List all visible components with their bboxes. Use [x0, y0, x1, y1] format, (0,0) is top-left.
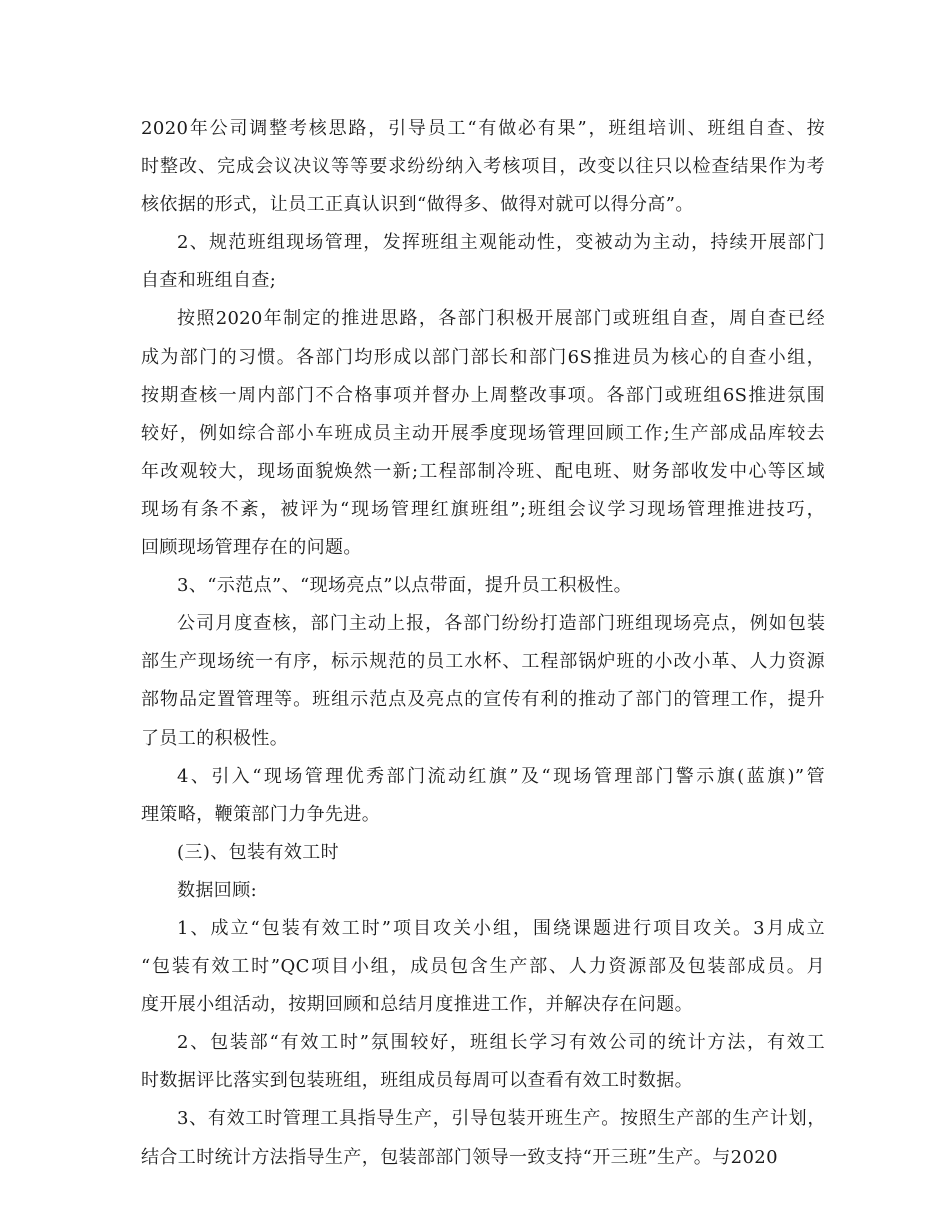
text-line: 年改观较大，现场面貌焕然一新;工程部制冷班、配电班、财务部收发中心等区域 — [141, 460, 825, 482]
paragraph-p1 — [141, 110, 825, 224]
text-line: 公司月度查核，部门主动上报，各部门纷纷打造部门班组现场亮点，例如包装 — [177, 613, 825, 635]
text-line: “包装有效工时”QC项目小组，成员包含生产部、人力资源部及包装部成员。月 — [141, 956, 825, 978]
paragraph-p9 — [141, 910, 825, 1024]
text-line: 2、包装部“有效工时”氛围较好，班组长学习有效公司的统计方法，有效工 — [177, 1032, 825, 1054]
text-line: 自查和班组自查; — [141, 270, 277, 292]
text-line: 结合工时统计方法指导生产，包装部部门领导一致支持“开三班”生产。与2020 — [141, 1146, 779, 1168]
document-body — [141, 110, 825, 1177]
text-line: 现场有条不紊，被评为“现场管理红旗班组”;班组会议学习现场管理推进技巧， — [141, 498, 825, 520]
text-line: 了员工的积极性。 — [141, 727, 289, 749]
text-line: 较好，例如综合部小车班成员主动开展季度现场管理回顾工作;生产部成品库较去 — [141, 422, 825, 444]
paragraph-p8 — [141, 872, 825, 910]
text-line: 3、有效工时管理工具指导生产，引导包装开班生产。按照生产部的生产计划， — [177, 1108, 825, 1130]
text-line: 核依据的形式，让员工正真认识到“做得多、做得对就可以得分高”。 — [141, 194, 694, 216]
text-line: 2020年公司调整考核思路，引导员工“有做必有果”，班组培训、班组自查、按 — [141, 118, 825, 139]
paragraph-p4 — [141, 567, 825, 605]
paragraph-p11 — [141, 1100, 825, 1176]
paragraph-p6 — [141, 758, 825, 834]
text-line: 回顾现场管理存在的问题。 — [141, 537, 362, 559]
paragraph-p7 — [141, 834, 825, 872]
text-line: 度开展小组活动，按期回顾和总结月度推进工作，并解决存在问题。 — [141, 994, 693, 1016]
paragraph-p2 — [141, 224, 825, 300]
text-line: (三)、包装有效工时 — [177, 841, 340, 863]
text-line: 2、规范班组现场管理，发挥班组主观能动性，变被动为主动，持续开展部门 — [177, 232, 825, 254]
paragraph-p10 — [141, 1024, 825, 1100]
text-line: 按照2020年制定的推进思路，各部门积极开展部门或班组自查，周自查已经 — [177, 308, 825, 330]
text-line: 时数据评比落实到包装班组，班组成员每周可以查看有效工时数据。 — [141, 1070, 693, 1092]
text-line: 3、“示范点”、“现场亮点”以点带面，提升员工积极性。 — [177, 575, 633, 597]
paragraph-p5 — [141, 605, 825, 757]
text-line: 成为部门的习惯。各部门均形成以部门部长和部门6S推进员为核心的自查小组， — [141, 346, 825, 368]
text-line: 部生产现场统一有序，标示规范的员工水杯、工程部锅炉班的小改小革、人力资源 — [141, 651, 825, 673]
text-line: 按期查核一周内部门不合格事项并督办上周整改事项。各部门或班组6S推进氛围 — [141, 384, 825, 406]
text-line: 理策略，鞭策部门力争先进。 — [141, 803, 381, 825]
text-line: 数据回顾: — [177, 879, 258, 901]
text-line: 部物品定置管理等。班组示范点及亮点的宣传有利的推动了部门的管理工作，提升 — [141, 689, 825, 711]
text-line: 4、引入“现场管理优秀部门流动红旗”及“现场管理部门警示旗(蓝旗)”管 — [177, 765, 825, 787]
text-line: 1、成立“包装有效工时”项目攻关小组，围绕课题进行项目攻关。3月成立 — [177, 917, 825, 939]
paragraph-p3 — [141, 300, 825, 567]
text-line: 时整改、完成会议决议等等要求纷纷纳入考核项目，改变以往只以检查结果作为考 — [141, 156, 825, 178]
